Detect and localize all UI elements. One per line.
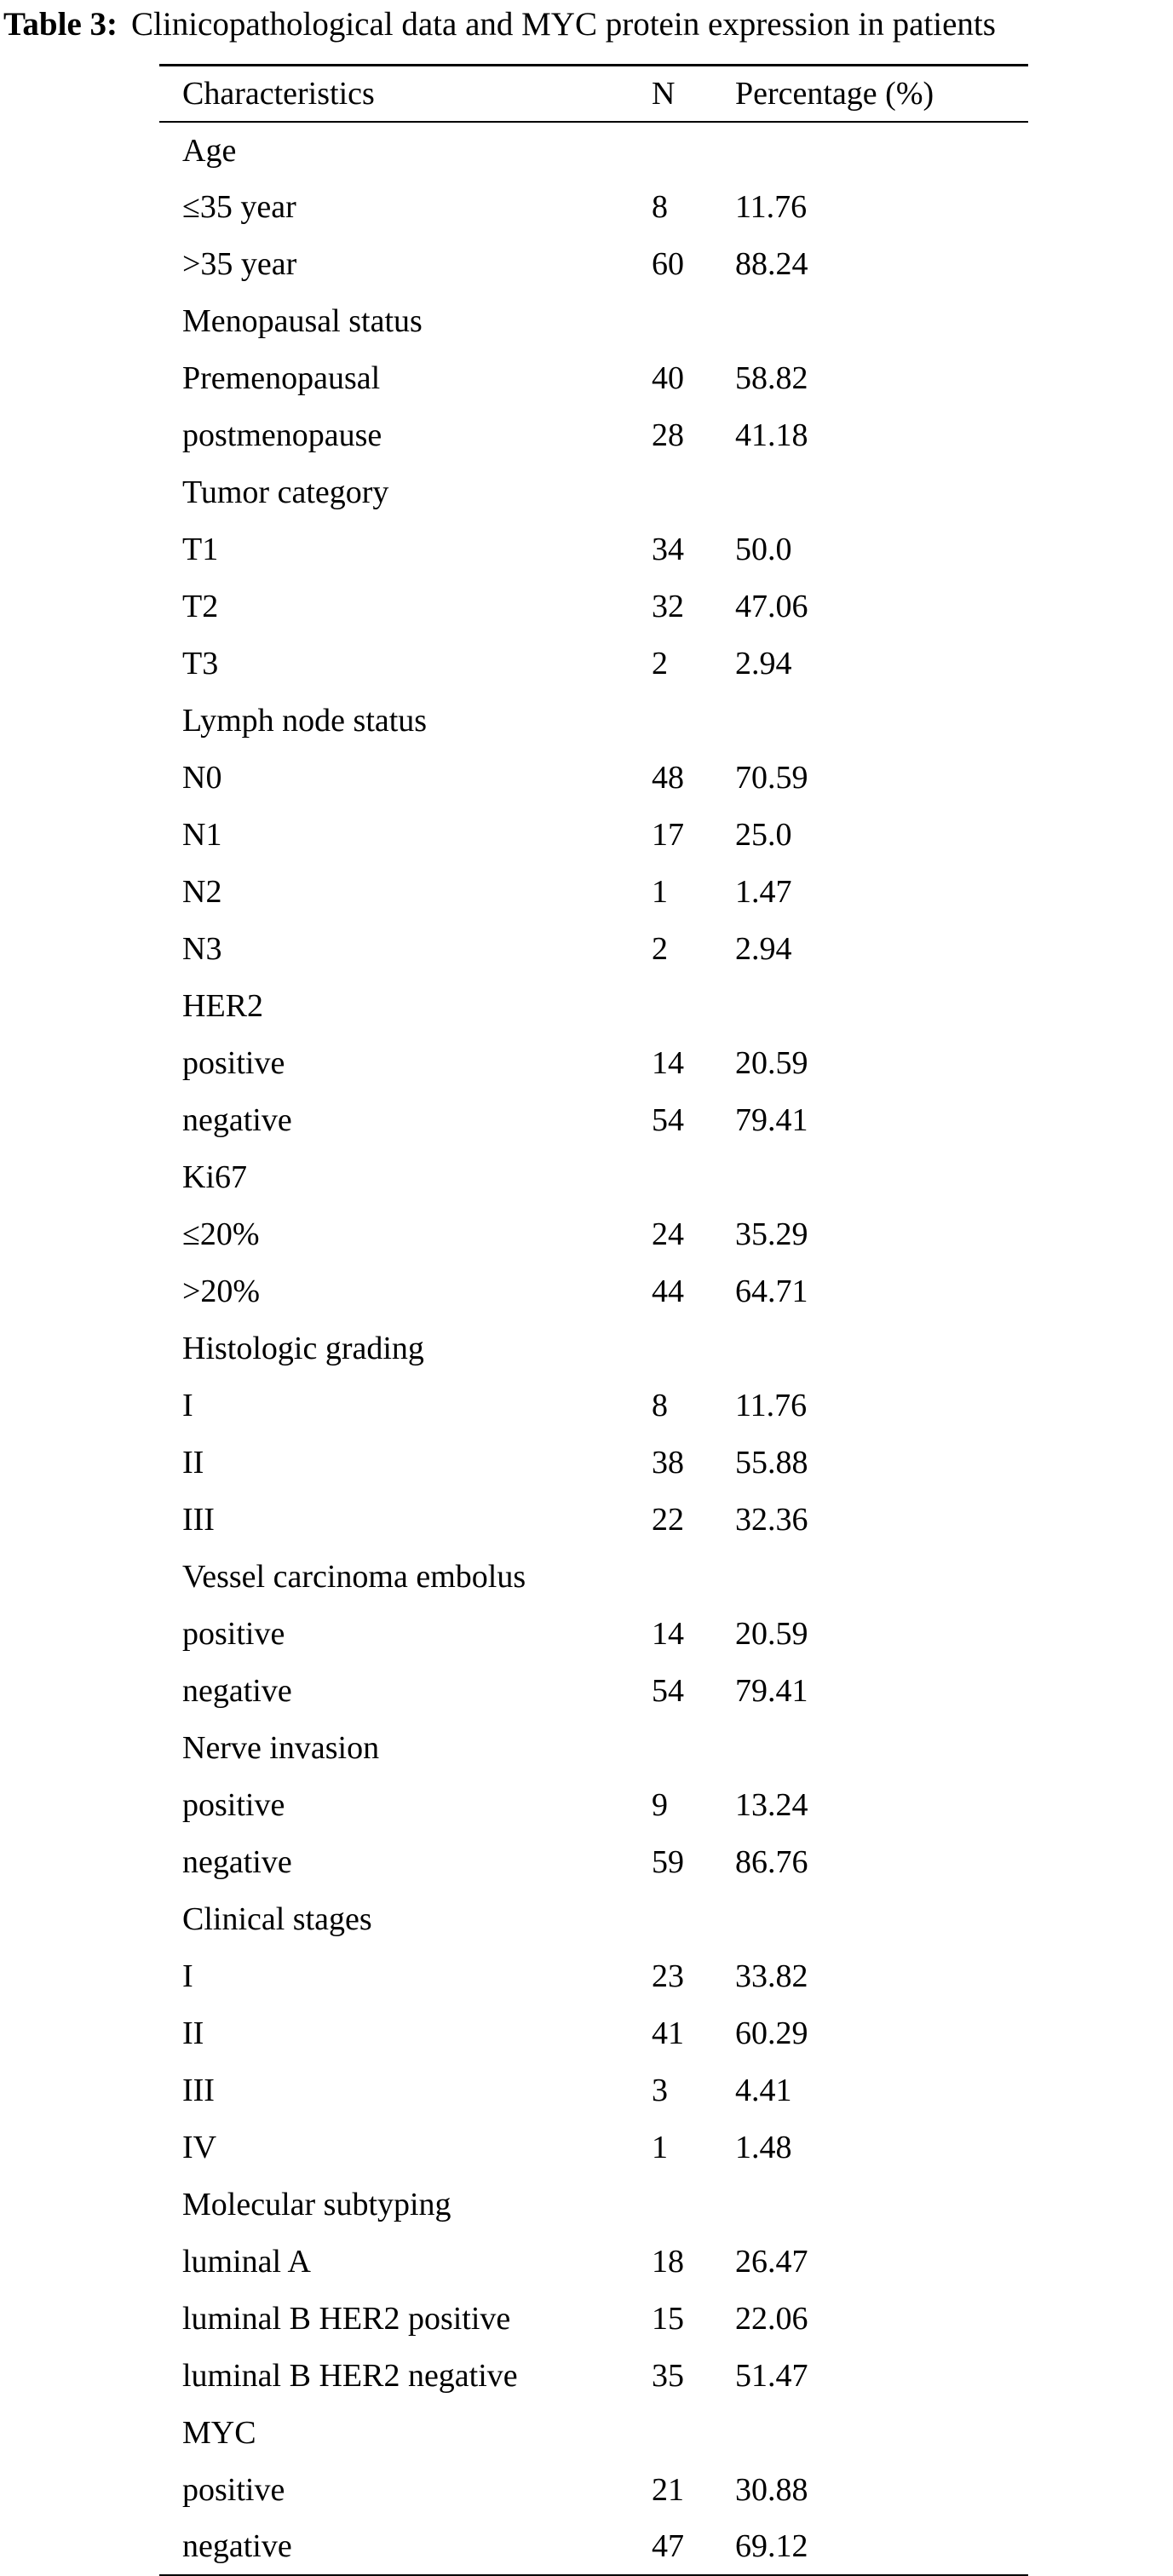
cell-n: 32 [652,589,684,624]
cell-percentage: 22.06 [735,2301,808,2337]
table-row [159,464,1028,521]
cell-characteristic: Ki67 [182,1159,247,1195]
cell-characteristic: Nerve invasion [182,1730,380,1766]
cell-characteristic: Tumor category [182,474,389,510]
cell-percentage: 79.41 [735,1673,808,1709]
cell-n: 40 [652,360,684,396]
table-row [159,2291,1028,2348]
cell-characteristic: II [182,2015,204,2051]
cell-characteristic: negative [182,1102,292,1138]
table-row [159,521,1028,578]
cell-n [652,464,735,521]
cell-percentage: 58.82 [735,360,808,396]
table-row [159,693,1028,750]
table-row [159,1663,1028,1720]
cell-characteristic: N3 [182,931,222,967]
cell-characteristic: Premenopausal [182,360,381,396]
table-row [159,1891,1028,1948]
cell-n: 28 [652,417,684,453]
table-body [159,122,1028,2576]
cell-percentage [735,1149,1028,1206]
cell-percentage: 2.94 [735,646,792,681]
table-header-row [159,66,1028,122]
cell-percentage: 86.76 [735,1844,808,1880]
cell-n [652,693,735,750]
table-row [159,1834,1028,1891]
cell-characteristic: postmenopause [182,417,382,453]
cell-characteristic: luminal A [182,2244,311,2280]
cell-n: 54 [652,1102,684,1138]
header-n: N [652,66,735,122]
table-row [159,1263,1028,1320]
cell-n: 34 [652,532,684,567]
cell-n: 8 [652,189,668,225]
data-table [159,64,1028,2576]
cell-percentage [735,464,1028,521]
cell-n: 1 [652,2130,668,2165]
cell-n: 60 [652,246,684,282]
cell-characteristic: N1 [182,817,222,853]
cell-n: 54 [652,1673,684,1709]
header-percentage: Percentage (%) [735,66,1028,122]
cell-characteristic: negative [182,1844,292,1880]
cell-percentage: 50.0 [735,532,792,567]
header-characteristics: Characteristics [159,66,652,122]
cell-characteristic: HER2 [182,988,263,1024]
cell-n: 24 [652,1216,684,1252]
table-row [159,1320,1028,1377]
table-row [159,750,1028,807]
cell-percentage: 11.76 [735,189,808,225]
cell-percentage: 64.71 [735,1274,808,1309]
cell-n [652,1549,735,1606]
cell-characteristic: Molecular subtyping [182,2187,451,2222]
cell-characteristic: T1 [182,532,219,567]
cell-n: 17 [652,817,684,853]
cell-percentage [735,693,1028,750]
cell-characteristic: >20% [182,1274,261,1309]
table-row [159,407,1028,464]
table-row [159,578,1028,635]
cell-n: 3 [652,2073,668,2108]
cell-n: 15 [652,2301,684,2337]
cell-characteristic: positive [182,1045,285,1081]
cell-characteristic: ≤35 year [182,189,296,225]
cell-characteristic: luminal B HER2 negative [182,2358,518,2394]
cell-n: 18 [652,2244,684,2280]
cell-percentage [735,978,1028,1035]
cell-n: 44 [652,1274,684,1309]
cell-percentage [735,1891,1028,1948]
cell-n: 22 [652,1502,684,1538]
table-row [159,635,1028,693]
cell-n: 48 [652,760,684,796]
cell-percentage: 60.29 [735,2015,808,2051]
cell-characteristic: MYC [182,2415,256,2451]
cell-n [652,1320,735,1377]
cell-characteristic: T2 [182,589,219,624]
cell-n: 41 [652,2015,684,2051]
cell-n: 9 [652,1787,668,1823]
cell-n [652,2405,735,2462]
table-row [159,1492,1028,1549]
cell-percentage: 1.48 [735,2130,792,2165]
cell-percentage: 26.47 [735,2244,808,2280]
cell-characteristic: I [182,1958,193,1994]
cell-n [652,1149,735,1206]
table-row [159,2062,1028,2119]
cell-percentage [735,1549,1028,1606]
cell-n: 14 [652,1045,684,1081]
cell-percentage: 47.06 [735,589,808,624]
table-row [159,2348,1028,2405]
table-row [159,350,1028,407]
cell-percentage: 35.29 [735,1216,808,1252]
table-row [159,2176,1028,2234]
cell-n [652,1891,735,1948]
table-row [159,179,1028,236]
cell-n: 38 [652,1445,684,1481]
cell-characteristic: Menopausal status [182,303,423,339]
cell-n [652,978,735,1035]
cell-characteristic: Vessel carcinoma embolus [182,1559,526,1595]
cell-characteristic: N2 [182,874,222,910]
cell-n: 35 [652,2358,684,2394]
cell-n: 1 [652,874,668,910]
table-row [159,1549,1028,1606]
table-caption [3,5,1170,45]
cell-percentage: 1.47 [735,874,792,910]
table-row [159,2005,1028,2062]
cell-percentage [735,122,1028,179]
cell-percentage: 25.0 [735,817,792,853]
table-row [159,921,1028,978]
cell-percentage [735,293,1028,350]
cell-percentage: 20.59 [735,1045,808,1081]
table-row [159,1377,1028,1435]
cell-characteristic: Lymph node status [182,703,428,739]
cell-characteristic: III [182,2073,215,2108]
cell-percentage: 11.76 [735,1388,808,1423]
table-row [159,1606,1028,1663]
cell-characteristic: positive [182,2472,285,2508]
table-row [159,236,1028,293]
cell-percentage [735,1720,1028,1777]
cell-percentage: 13.24 [735,1787,808,1823]
cell-n [652,293,735,350]
cell-n: 8 [652,1388,668,1423]
table-row [159,1092,1028,1149]
table-row [159,864,1028,921]
cell-percentage: 4.41 [735,2073,792,2108]
cell-characteristic: negative [159,2519,652,2576]
cell-percentage: 33.82 [735,1958,808,1994]
table-row [159,1149,1028,1206]
table-caption-text: Clinicopathological data and MYC protein expression in patients [131,6,996,43]
cell-characteristic: I [182,1388,193,1423]
cell-characteristic: ≤20% [182,1216,260,1252]
cell-n: 47 [652,2519,735,2576]
table-row [159,1435,1028,1492]
cell-percentage: 41.18 [735,417,808,453]
cell-characteristic: positive [182,1616,285,1652]
cell-percentage: 2.94 [735,931,792,967]
cell-characteristic: >35 year [182,246,297,282]
cell-characteristic: Histologic grading [182,1331,424,1366]
table-row [159,978,1028,1035]
cell-percentage: 70.59 [735,760,808,796]
cell-characteristic: negative [182,1673,292,1709]
cell-characteristic: Age [182,132,237,169]
cell-n [652,122,735,179]
table-row [159,1777,1028,1834]
cell-percentage: 79.41 [735,1102,808,1138]
cell-n: 2 [652,646,668,681]
table-row [159,2462,1028,2519]
cell-percentage [735,1320,1028,1377]
table-row [159,1948,1028,2005]
cell-n [652,2176,735,2234]
table-row [159,1035,1028,1092]
table-row [159,2234,1028,2291]
table-row [159,1206,1028,1263]
table-caption-label: Table 3: [3,6,118,43]
cell-characteristic: III [182,1502,215,1538]
cell-characteristic: N0 [182,760,222,796]
cell-characteristic: Clinical stages [182,1901,372,1937]
table-row [159,293,1028,350]
cell-percentage: 69.12 [735,2519,1028,2576]
table-row [159,807,1028,864]
cell-percentage: 55.88 [735,1445,808,1481]
table-row [159,2119,1028,2176]
cell-percentage: 88.24 [735,246,808,282]
cell-n [652,1720,735,1777]
cell-percentage [735,2405,1028,2462]
table-row [159,2519,1028,2576]
cell-n: 59 [652,1844,684,1880]
cell-characteristic: positive [182,1787,285,1823]
cell-characteristic: luminal B HER2 positive [182,2301,511,2337]
cell-percentage: 32.36 [735,1502,808,1538]
cell-n: 14 [652,1616,684,1652]
table-row [159,1720,1028,1777]
cell-percentage: 51.47 [735,2358,808,2394]
cell-percentage: 30.88 [735,2472,808,2508]
cell-characteristic: II [182,1445,204,1481]
cell-characteristic: T3 [182,646,219,681]
cell-percentage [735,2176,1028,2234]
cell-n: 23 [652,1958,684,1994]
cell-n: 21 [652,2472,684,2508]
cell-percentage: 20.59 [735,1616,808,1652]
clinicopathological-table [159,64,1028,2576]
cell-characteristic: IV [182,2130,217,2165]
cell-n: 2 [652,931,668,967]
table-row [159,122,1028,179]
table-row [159,2405,1028,2462]
